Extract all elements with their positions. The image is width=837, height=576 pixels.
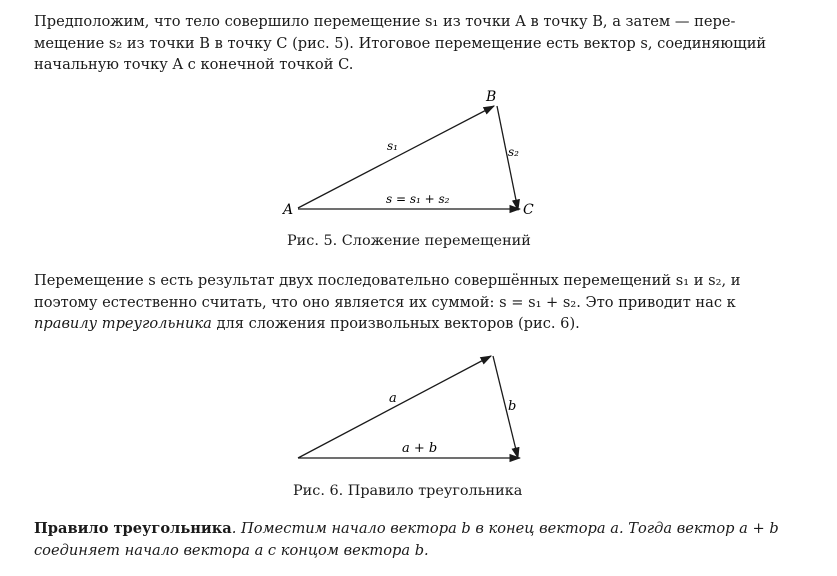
figure-5-caption: Рис. 5. Сложение перемещений [287, 233, 531, 249]
rule-title: Правило треугольника [34, 520, 232, 537]
paragraph-line [34, 518, 790, 540]
triangle-rule-term: правилу треугольника [34, 315, 212, 332]
paragraph-line: начальную точку A с конечной точкой C. [34, 56, 354, 73]
triangle-rule-definition [34, 518, 790, 561]
point-b-label: B [486, 89, 497, 105]
paragraph-line: поэтому естественно считать, что оно является их суммой: s = s₁ + s₂. Это приводит нас к [34, 293, 736, 311]
paragraph-sum-explanation [34, 270, 790, 335]
paragraph-line: Перемещение s есть результат двух последовательно совершённых перемещений s₁ и s₂, и [34, 272, 741, 289]
vector-b-label: b [508, 399, 517, 414]
vector-s2-label: s₂ [508, 145, 519, 159]
paragraph-line: соединяет начало вектора a с концом вектора b. [34, 541, 429, 559]
figure-6-caption: Рис. 6. Правило треугольника [293, 483, 523, 499]
vector-s1-label: s₁ [387, 139, 398, 153]
vector-a-plus-b-label: a + b [402, 441, 438, 456]
rule-text: . Поместим начало вектора b в конец вектора a. Тогда вектор a + b [231, 520, 779, 537]
paragraph-line-rest: для сложения произвольных векторов (рис. 6). [211, 315, 580, 332]
point-a-label: A [283, 202, 294, 218]
paragraph-line: Предположим, что тело совершило перемещение s₁ из точки A в точку B, а затем — пере- [34, 13, 736, 30]
vector-a-arrow [298, 356, 491, 458]
paragraph-line [34, 313, 790, 335]
vector-a-label: a [389, 391, 397, 406]
point-c-label: C [523, 202, 534, 218]
vector-sum-label: s = s₁ + s₂ [386, 192, 450, 206]
paragraph-line: мещение s₂ из точки B в точку C (рис. 5). Итоговое перемещение есть вектор s, соединяющий [34, 34, 767, 52]
